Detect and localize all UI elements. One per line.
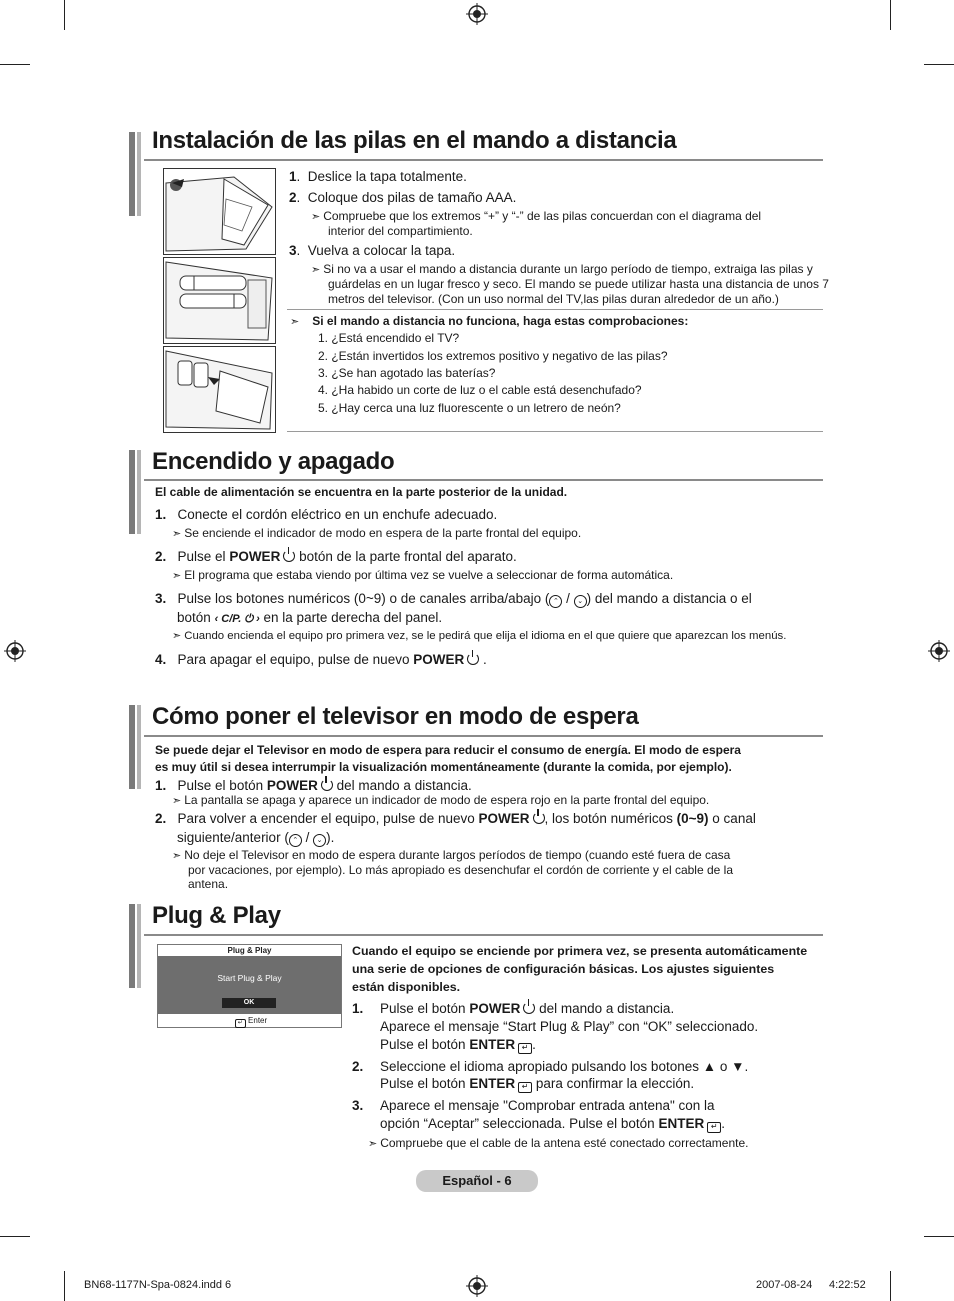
check-item: 4. ¿Ha habido un corte de luz o el cable está desenchufado?	[318, 383, 642, 397]
step-2	[155, 548, 517, 566]
power-label: POWER	[478, 811, 530, 826]
check-title	[290, 314, 688, 330]
step-text: ).	[326, 830, 335, 845]
note-text: guárdelas en un lugar fresco y seco. El mando se puede utilizar hasta una distancia de unos 7	[328, 277, 829, 291]
step-number: 1.	[352, 1001, 364, 1016]
step-1-line-1	[380, 1000, 674, 1018]
note-arrow-icon: ➣	[311, 264, 321, 276]
remote-insert-batteries-illustration	[163, 257, 276, 344]
step-text: para confirmar la elección.	[535, 1076, 695, 1091]
intro-text: Se puede dejar el Televisor en modo de espera para reducir el consumo de energía. El modo de espera	[155, 743, 741, 757]
remote-replace-cover-illustration	[163, 346, 276, 433]
step-text: Pulse el botón	[380, 1076, 466, 1091]
step-number: 3	[289, 243, 297, 258]
step-text: ) del mando a distancia o el	[586, 591, 752, 606]
note-arrow-icon: ➣	[172, 795, 182, 807]
power-label: POWER	[413, 652, 465, 667]
note-text: Compruebe que los extremos “+” y “-” de las pilas concuerdan con el diagrama del	[323, 209, 762, 223]
intro-text: Cuando el equipo se enciende por primera vez, se presenta automáticamente	[352, 944, 808, 958]
enter-icon: ↵	[235, 1019, 246, 1028]
step-2: 2. Coloque dos pilas de tamaño AAA.	[289, 190, 517, 205]
step-1	[155, 506, 497, 524]
page-number-badge: Español - 6	[416, 1170, 538, 1192]
note-text: por vacaciones, por ejemplo). Lo más apropiado es desenchufar el cordón de corriente y el cable de la	[188, 863, 733, 877]
enter-label: ENTER	[469, 1076, 516, 1091]
power-label: POWER	[229, 549, 281, 564]
note-arrow-icon: ➣	[172, 630, 182, 642]
heading-rule	[144, 159, 823, 161]
check-item: 5. ¿Hay cerca una luz fluorescente o un letrero de neón?	[318, 401, 621, 415]
step-text: Para apagar el equipo, pulse de nuevo	[177, 652, 410, 667]
power-icon	[533, 812, 545, 824]
note-text: Se enciende el indicador de modo en espera de la parte frontal del equipo.	[184, 526, 582, 540]
step-number: 2.	[155, 549, 167, 564]
step-text: Pulse el	[177, 549, 230, 564]
step-2	[155, 810, 756, 828]
registration-mark-icon	[928, 640, 950, 662]
section-title: Instalación de las pilas en el mando a distancia	[152, 127, 677, 154]
cp-label: C/P.	[221, 613, 242, 625]
section-title: Encendido y apagado	[152, 448, 395, 475]
step-1	[352, 1000, 363, 1018]
step-text: Para volver a encender el equipo, pulse de nuevo	[177, 811, 475, 826]
section-bar-inner	[137, 132, 141, 216]
step-2-line-2	[177, 829, 334, 847]
enter-label: ENTER	[658, 1116, 705, 1131]
note	[172, 848, 730, 864]
step-4	[155, 651, 487, 669]
note-text: interior del compartimiento.	[328, 224, 473, 238]
step-text: Pulse el botón	[177, 778, 264, 793]
registration-mark-icon	[4, 640, 26, 662]
step-text: opción “Aceptar” seleccionada. Pulse el botón	[380, 1116, 655, 1131]
power-label: POWER	[266, 778, 318, 793]
print-time: 4:22:52	[829, 1279, 866, 1291]
registration-mark-icon	[466, 3, 488, 25]
note	[172, 526, 581, 542]
step-number: 1.	[155, 507, 167, 522]
heading-rule	[144, 479, 823, 481]
channel-up-icon: ⌃	[289, 834, 302, 847]
step-text: .	[721, 1116, 725, 1131]
number-keys-label: (0~9)	[676, 811, 709, 826]
step-1: 1. Deslice la tapa totalmente.	[289, 169, 467, 184]
step-text: Pulse los botones numéricos (0~9) o de canales arriba/abajo (	[177, 591, 550, 606]
check-title-text: Si el mando a distancia no funciona, haga estas comprobaciones:	[312, 314, 689, 328]
section-bar	[129, 705, 135, 789]
step-text: del mando a distancia.	[336, 778, 472, 793]
section-title: Plug & Play	[152, 902, 281, 929]
remote-slide-cover-illustration	[163, 168, 276, 255]
step-number: 3.	[352, 1098, 364, 1113]
step-number: 2.	[352, 1059, 364, 1074]
check-item: 3. ¿Se han agotado las baterías?	[318, 366, 496, 380]
step-3	[155, 590, 752, 608]
step-text: Aparece el mensaje “Start Plug & Play” con “OK” seleccionado.	[380, 1019, 759, 1034]
step-2	[352, 1058, 363, 1076]
step-text: Seleccione el idioma apropiado pulsando los botones ▲ o ▼.	[380, 1059, 749, 1074]
step-1-line-3	[380, 1036, 536, 1054]
check-item: 2. ¿Están invertidos los extremos positivo y negativo de las pilas?	[318, 349, 668, 363]
screen-message: Start Plug & Play	[217, 973, 282, 983]
separator: /	[301, 830, 314, 845]
screen-enter-hint	[158, 1015, 341, 1027]
power-label: POWER	[469, 1001, 521, 1016]
separator: /	[562, 591, 574, 606]
note-arrow-icon: ➣	[172, 850, 182, 862]
step-text: .	[532, 1037, 536, 1052]
step-text: Deslice la tapa totalmente.	[307, 169, 467, 184]
note-arrow-icon: ➣	[172, 570, 182, 582]
heading-rule	[144, 934, 823, 936]
step-number: 4.	[155, 652, 167, 667]
note-arrow-icon: ➣	[290, 316, 300, 328]
note-text: antena.	[188, 877, 229, 891]
note	[368, 1136, 748, 1152]
divider	[287, 431, 823, 432]
note-text: La pantalla se apaga y aparece un indicador de modo de espera rojo en la parte frontal del equipo.	[184, 793, 710, 807]
step-text: Pulse el botón	[380, 1001, 466, 1016]
enter-icon: ↵	[518, 1082, 532, 1093]
section-title: Cómo poner el televisor en modo de espera	[152, 703, 639, 730]
channel-down-icon: ⌄	[574, 595, 587, 608]
file-name: BN68-1177N-Spa-0824.indd 6	[84, 1279, 232, 1291]
step-3-line-2	[177, 609, 442, 628]
note-arrow-icon: ➣	[368, 1138, 378, 1150]
power-icon	[283, 550, 295, 562]
enter-icon: ↵	[518, 1043, 532, 1054]
step-2-line-2	[380, 1075, 694, 1093]
step-text: Vuelva a colocar la tapa.	[307, 243, 456, 258]
print-date: 2007-08-24	[756, 1279, 813, 1291]
section-bar	[129, 904, 135, 988]
plug-and-play-screen	[157, 944, 342, 1028]
step-3: 3. Vuelva a colocar la tapa.	[289, 243, 456, 258]
step-text: Aparece el mensaje "Comprobar entrada antena" con la	[380, 1098, 715, 1113]
channel-down-icon: ⌄	[313, 834, 326, 847]
enter-label: Enter	[248, 1016, 268, 1025]
note-text: No deje el Televisor en modo de espera durante largos períodos de tiempo (cuando esté fuera de casa	[184, 848, 731, 862]
step-text: siguiente/anterior (	[177, 830, 289, 845]
step-text: .	[483, 652, 487, 667]
step-number: 2	[289, 190, 297, 205]
cp-button-icon: ‹ C/P. ⏻ ›	[214, 613, 260, 625]
step-text: en la parte derecha del panel.	[263, 610, 443, 625]
step-text: Conecte el cordón eléctrico en un enchufe adecuado.	[177, 507, 498, 522]
note	[172, 568, 673, 584]
note-text: Compruebe que el cable de la antena esté conectado correctamente.	[380, 1136, 749, 1150]
step-text: Coloque dos pilas de tamaño AAA.	[307, 190, 517, 205]
enter-label: ENTER	[469, 1037, 516, 1052]
step-3-line-2	[380, 1115, 725, 1133]
step-text: Pulse el botón	[380, 1037, 466, 1052]
power-icon	[467, 653, 479, 665]
enter-icon: ↵	[707, 1122, 721, 1133]
screen-header: Plug & Play	[227, 946, 272, 955]
step-number: 1	[289, 169, 297, 184]
step-number: 2.	[155, 811, 167, 826]
step-text: del mando a distancia.	[539, 1001, 675, 1016]
heading-rule	[144, 735, 823, 737]
screen-band	[158, 956, 341, 1014]
note-arrow-icon: ➣	[172, 528, 182, 540]
note	[311, 262, 813, 278]
power-icon	[523, 1002, 535, 1014]
ok-button[interactable]: OK	[222, 998, 276, 1008]
note-arrow-icon: ➣	[311, 211, 321, 223]
intro-text: una serie de opciones de configuración básicas. Los ajustes siguientes	[352, 962, 775, 976]
note	[172, 793, 709, 809]
step-text: o canal	[712, 811, 756, 826]
intro-text: están disponibles.	[352, 980, 461, 994]
section-bar-inner	[137, 904, 141, 988]
intro-text: El cable de alimentación se encuentra en la parte posterior de la unidad.	[155, 485, 568, 499]
note-text: El programa que estaba viendo por última vez se vuelve a seleccionar de forma automática.	[184, 568, 674, 582]
power-icon	[321, 779, 333, 791]
section-bar	[129, 450, 135, 534]
section-bar	[129, 132, 135, 216]
step-text: , los botón numéricos	[544, 811, 673, 826]
registration-mark-icon	[466, 1275, 488, 1297]
divider	[287, 309, 823, 310]
step-text: botón	[177, 610, 211, 625]
note	[311, 209, 761, 225]
note-text: Cuando encienda el equipo pro primera vez, se le pedirá que elija el idioma en el que quiere que aparezcan los menús.	[184, 630, 787, 642]
note-text: Si no va a usar el mando a distancia durante un largo período de tiempo, extraiga las pilas y	[323, 262, 813, 276]
step-3	[352, 1097, 363, 1115]
step-number: 1.	[155, 778, 167, 793]
step-text: botón de la parte frontal del aparato.	[299, 549, 517, 564]
check-item: 1. ¿Está encendido el TV?	[318, 331, 460, 345]
step-number: 3.	[155, 591, 167, 606]
note-text: metros del televisor. (Con un uso normal del TV,las pilas duran alrededor de un año.)	[328, 292, 779, 306]
section-bar-inner	[137, 705, 141, 789]
section-bar-inner	[137, 450, 141, 534]
channel-up-icon: ⌃	[549, 595, 562, 608]
note	[172, 629, 786, 644]
intro-text: es muy útil si desea interrumpir la visualización momentáneamente (durante la comida, por ejemplo).	[155, 760, 732, 774]
